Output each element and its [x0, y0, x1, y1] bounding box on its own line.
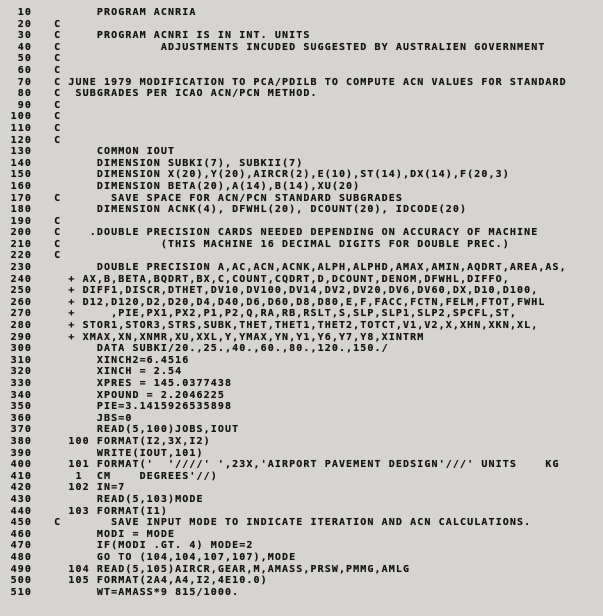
- line-number: 100: [10, 111, 32, 123]
- code-line: [0, 7, 603, 19]
- line-number: 270: [10, 308, 32, 320]
- code-text: C ADJUSTMENTS INCUDED SUGGESTED BY AUSTRALIEN GOVERNMENT: [47, 41, 546, 53]
- code-line: [0, 506, 603, 518]
- code-line: [0, 471, 603, 483]
- code-line: [0, 158, 603, 170]
- code-text: XINCH = 2.54: [47, 366, 183, 378]
- code-text: + XMAX,XN,XNMR,XU,XXL,Y,YMAX,YN,Y1,Y6,Y7,Y8,XINTRM: [47, 331, 425, 343]
- line-number: 20: [17, 18, 32, 30]
- code-line: [0, 204, 603, 216]
- code-line: [0, 308, 603, 320]
- line-number: 500: [10, 575, 32, 587]
- code-text: PROGRAM ACNRIA: [47, 7, 197, 18]
- line-number: 480: [10, 551, 32, 563]
- code-line: [0, 274, 603, 286]
- code-text: XPOUND = 2.2046225: [47, 389, 226, 401]
- line-number: 380: [10, 435, 32, 447]
- code-text: IF(MODI .GT. 4) MODE=2: [47, 540, 254, 552]
- code-text: 105 FORMAT(2A4,A4,I2,4E10.0): [47, 575, 268, 587]
- code-text: C JUNE 1979 MODIFICATION TO PCA/PDILB TO COMPUTE ACN VALUES FOR STANDARD: [47, 76, 567, 88]
- code-text: C: [47, 122, 62, 134]
- code-text: WRITE(IOUT,101): [47, 447, 204, 459]
- line-number: 360: [10, 412, 32, 424]
- line-number: 320: [10, 366, 32, 378]
- line-number: 430: [10, 493, 32, 505]
- line-number: 390: [10, 447, 32, 459]
- line-number: 440: [10, 505, 32, 517]
- code-line: [0, 540, 603, 552]
- line-number: 300: [10, 343, 32, 355]
- code-line: [0, 297, 603, 309]
- line-number: 10: [17, 7, 32, 18]
- code-text: 102 IN=7: [47, 482, 126, 494]
- code-text: DIMENSION ACNK(4), DFWHL(20), DCOUNT(20), IDCODE(20): [47, 204, 468, 216]
- code-text: C: [47, 64, 62, 76]
- line-number: 80: [17, 88, 32, 100]
- code-line: [0, 343, 603, 355]
- code-text: C PROGRAM ACNRI IS IN INT. UNITS: [47, 30, 311, 42]
- line-number: 30: [17, 30, 32, 42]
- line-number: 340: [10, 389, 32, 401]
- code-text: + AX,B,BETA,BQDRT,BX,C,COUNT,CQDRT,D,DCOUNT,DENOM,DFWHL,DIFFO,: [47, 273, 510, 285]
- code-text: C: [47, 250, 62, 262]
- code-line: [0, 135, 603, 147]
- line-number: 40: [17, 41, 32, 53]
- code-text: + ,PIE,PX1,PX2,P1,P2,Q,RA,RB,RSLT,S,SLP,SLP1,SLP2,SPCFL,ST,: [47, 308, 517, 320]
- code-line: [0, 459, 603, 471]
- code-text: C: [47, 99, 62, 111]
- line-number: 140: [10, 157, 32, 169]
- code-line: [0, 53, 603, 65]
- code-text: DIMENSION BETA(20),A(14),B(14),XU(20): [47, 180, 361, 192]
- line-number: 460: [10, 528, 32, 540]
- code-text: WT=AMASS*9 815/1000.: [47, 586, 240, 598]
- code-line: [0, 285, 603, 297]
- line-number: 470: [10, 540, 32, 552]
- code-text: DOUBLE PRECISION A,AC,ACN,ACNK,ALPH,ALPHD,AMAX,AMIN,AQDRT,AREA,AS,: [47, 262, 567, 274]
- code-text: 103 FORMAT(I1): [47, 505, 169, 517]
- code-line: [0, 448, 603, 460]
- code-line: [0, 123, 603, 135]
- line-number: 180: [10, 204, 32, 216]
- code-line: [0, 575, 603, 587]
- line-number: 220: [10, 250, 32, 262]
- code-text: C: [47, 53, 62, 65]
- line-number: 130: [10, 146, 32, 158]
- code-text: READ(5,103)MODE: [47, 493, 204, 505]
- line-number: 280: [10, 320, 32, 332]
- code-line: [0, 552, 603, 564]
- line-number: 450: [10, 517, 32, 529]
- line-number: 60: [17, 64, 32, 76]
- code-text: 100 FORMAT(I2,3X,I2): [47, 435, 211, 447]
- line-number: 410: [10, 470, 32, 482]
- code-text: + DIFF1,DISCR,DTHET,DV10,DV100,DV14,DV2,DV20,DV6,DV60,DX,D10,D100,: [47, 285, 539, 297]
- code-line: [0, 366, 603, 378]
- code-text: C .DOUBLE PRECISION CARDS NEEDED DEPENDING ON ACCURACY OF MACHINE: [47, 227, 539, 239]
- code-text: DATA SUBKI/20.,25.,40.,60.,80.,120.,150./: [47, 343, 389, 355]
- code-text: C (THIS MACHINE 16 DECIMAL DIGITS FOR DOUBLE PREC.): [47, 238, 510, 250]
- code-line: [0, 517, 603, 529]
- line-number: 420: [10, 482, 32, 494]
- code-line: [0, 424, 603, 436]
- line-number: 240: [10, 273, 32, 285]
- code-line: [0, 65, 603, 77]
- code-line: [0, 529, 603, 541]
- code-text: C SAVE INPUT MODE TO INDICATE ITERATION AND ACN CALCULATIONS.: [47, 517, 532, 529]
- code-line: [0, 401, 603, 413]
- code-line: [0, 378, 603, 390]
- code-text: 101 FORMAT(' '////' ',23X,'AIRPORT PAVEMENT DEDSIGN'///' UNITS KG: [47, 459, 560, 471]
- line-number: 290: [10, 331, 32, 343]
- code-line: [0, 111, 603, 123]
- code-line: [0, 193, 603, 205]
- line-number: 330: [10, 378, 32, 389]
- code-line: [0, 436, 603, 448]
- code-line: [0, 413, 603, 425]
- code-line: [0, 250, 603, 262]
- line-number: 250: [10, 285, 32, 297]
- line-number: 50: [17, 53, 32, 65]
- line-number: 260: [10, 296, 32, 308]
- line-number: 230: [10, 262, 32, 274]
- code-line: [0, 355, 603, 367]
- line-number: 120: [10, 134, 32, 146]
- code-text: C: [47, 111, 62, 123]
- code-line: [0, 181, 603, 193]
- code-text: JBS=0: [47, 412, 133, 424]
- code-text: DIMENSION SUBKI(7), SUBKII(7): [47, 157, 304, 169]
- code-line: [0, 494, 603, 506]
- code-text: 1 CM DEGREES'//): [47, 470, 218, 482]
- line-number: 110: [10, 122, 32, 134]
- line-number: 160: [10, 180, 32, 192]
- line-number: 400: [10, 459, 32, 471]
- line-number: 510: [10, 586, 32, 598]
- line-number: 210: [10, 238, 32, 250]
- code-line: [0, 30, 603, 42]
- code-line: [0, 42, 603, 54]
- code-text: C: [47, 134, 62, 146]
- code-line: [0, 320, 603, 332]
- code-text: XINCH2=6.4516: [47, 354, 190, 366]
- line-number: 190: [10, 215, 32, 227]
- code-line: [0, 239, 603, 251]
- code-text: XPRES = 145.0377438: [47, 378, 233, 389]
- line-number: 170: [10, 192, 32, 204]
- code-text: GO TO (104,104,107,107),MODE: [47, 551, 297, 563]
- code-text: MODI = MODE: [47, 528, 176, 540]
- code-line: [0, 564, 603, 576]
- code-line: [0, 146, 603, 158]
- code-line: [0, 100, 603, 112]
- code-line: [0, 482, 603, 494]
- code-line: [0, 169, 603, 181]
- line-number: 200: [10, 227, 32, 239]
- line-number: 90: [17, 99, 32, 111]
- code-text: C: [47, 215, 62, 227]
- code-text: PIE=3.1415926535898: [47, 401, 233, 413]
- code-text: DIMENSION X(20),Y(20),AIRCR(2),E(10),ST(14),DX(14),F(20,3): [47, 169, 510, 181]
- code-text: C SAVE SPACE FOR ACN/PCN STANDARD SUBGRADES: [47, 192, 404, 204]
- code-line: [0, 587, 603, 599]
- line-number: 70: [17, 76, 32, 88]
- code-text: READ(5,100)JOBS,IOUT: [47, 424, 240, 436]
- line-number: 310: [10, 354, 32, 366]
- line-number: 490: [10, 563, 32, 575]
- code-line: [0, 77, 603, 89]
- code-line: [0, 390, 603, 402]
- code-text: COMMON IOUT: [47, 146, 176, 158]
- line-number: 150: [10, 169, 32, 181]
- code-text: + D12,D120,D2,D20,D4,D40,D6,D60,D8,D80,E,F,FACC,FCTN,FELM,FTOT,FWHL: [47, 296, 546, 308]
- code-text: C SUBGRADES PER ICAO ACN/PCN METHOD.: [47, 88, 318, 100]
- line-number: 350: [10, 401, 32, 413]
- line-number: 370: [10, 424, 32, 436]
- code-line: [0, 262, 603, 274]
- code-line: [0, 227, 603, 239]
- code-line: [0, 19, 603, 31]
- code-line: [0, 332, 603, 344]
- code-line: [0, 216, 603, 228]
- code-text: 104 READ(5,105)AIRCR,GEAR,M,AMASS,PRSW,PMMG,AMLG: [47, 563, 411, 575]
- code-text: + STOR1,STOR3,STRS,SUBK,THET,THET1,THET2,TOTCT,V1,V2,X,XHN,XKN,XL,: [47, 320, 539, 332]
- code-line: [0, 88, 603, 100]
- code-text: C: [47, 18, 62, 30]
